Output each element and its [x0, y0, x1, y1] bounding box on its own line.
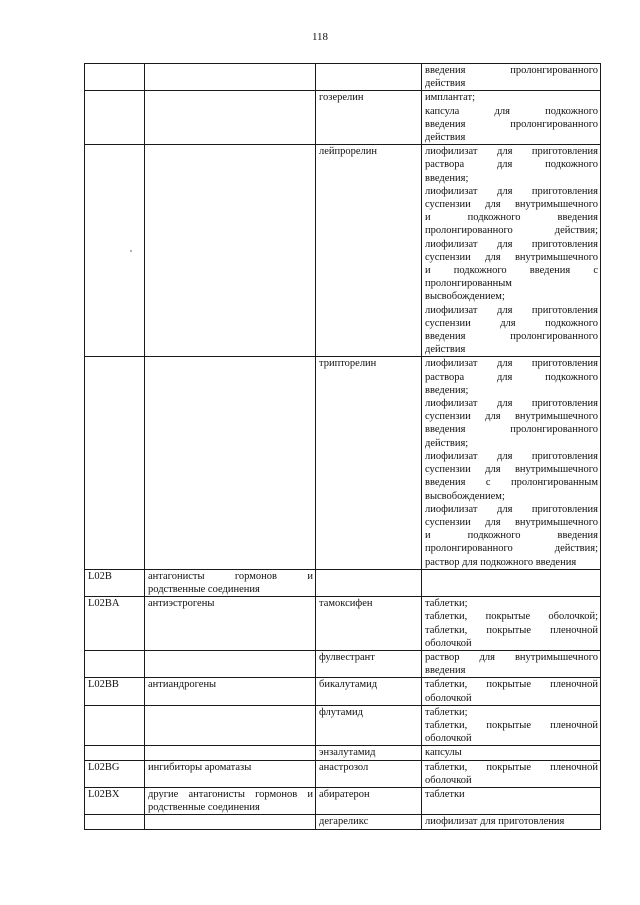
dosage-form-cell [422, 787, 601, 814]
dosage-form-cell [422, 91, 601, 145]
dosage-form-line: введения; [425, 384, 469, 396]
dosage-form-line: раствор для подкожного введения [425, 556, 577, 568]
drug-name-cell [316, 64, 422, 91]
table-row [85, 145, 601, 357]
dosage-form-line: действия [425, 78, 466, 90]
dosage-form-line: введения пролонгированного [425, 331, 598, 343]
dosage-form-line: капсулы [425, 747, 462, 759]
drug-table [84, 63, 601, 830]
dosage-form-cell [422, 64, 601, 91]
atc-code-cell [85, 705, 145, 746]
dosage-form-cell [422, 357, 601, 569]
dosage-form-line: введения [425, 665, 466, 677]
dosage-form-cell [422, 815, 601, 829]
group-name-cell [145, 91, 316, 145]
atc-code-cell [85, 650, 145, 677]
group-line: родственные соединения [148, 583, 260, 595]
dosage-form-cell [422, 760, 601, 787]
table-row [85, 650, 601, 677]
dosage-form-line: введения пролонгированного [425, 65, 598, 76]
dosage-form-line: пролонгированного действия; [425, 543, 598, 555]
dosage-form-line: введения; [425, 172, 469, 184]
atc-code-cell: L02BB [85, 678, 145, 705]
dosage-form-line: и подкожного введения [425, 530, 598, 542]
dosage-form-line: введения пролонгированного [425, 118, 598, 130]
dosage-form-line: суспензии для внутримышечного [425, 251, 598, 263]
table-row [85, 91, 601, 145]
dosage-form-line: таблетки, покрытые пленочной [425, 624, 598, 636]
dosage-form-line: лиофилизат для приготовления [425, 503, 598, 515]
atc-code-cell: L02BG [85, 760, 145, 787]
drug-name-cell: фулвестрант [316, 650, 422, 677]
dosage-form-line: имплантат; [425, 92, 476, 104]
group-name-cell [145, 746, 316, 760]
dosage-form-line: лиофилизат для приготовления [425, 358, 598, 370]
group-name-cell [145, 569, 316, 596]
table-row [85, 760, 601, 787]
drug-name-cell: флутамид [316, 705, 422, 746]
table-row [85, 815, 601, 829]
drug-name-cell: дегареликс [316, 815, 422, 829]
dosage-form-line: суспензии для внутримышечного [425, 199, 598, 211]
dosage-form-line: суспензии для внутримышечного [425, 516, 598, 528]
dosage-form-line: таблетки, покрытые пленочной [425, 719, 598, 731]
dosage-form-line: таблетки, покрытые оболочкой; [425, 611, 598, 623]
dosage-form-line: раствор для внутримышечного [425, 651, 598, 663]
atc-code-cell [85, 815, 145, 829]
dosage-form-cell [422, 597, 601, 651]
dosage-form-line: суспензии для внутримышечного [425, 464, 598, 476]
dosage-form-line: лиофилизат для приготовления [425, 816, 565, 828]
group-line: антагонисты гормонов и [148, 570, 313, 582]
dosage-form-line: лиофилизат для приготовления [425, 185, 598, 197]
dosage-form-line: и подкожного введения с [425, 265, 598, 277]
group-line: антиандрогены [148, 679, 217, 691]
drug-name-cell: лейпрорелин [316, 145, 422, 357]
group-name-cell [145, 357, 316, 569]
atc-code-cell: L02BX [85, 787, 145, 814]
dosage-form-line: пролонгированным [425, 278, 512, 290]
dosage-form-cell [422, 746, 601, 760]
dosage-form-line: действия [425, 344, 466, 356]
drug-name-cell: тамоксифен [316, 597, 422, 651]
atc-code-cell [85, 91, 145, 145]
dosage-form-line: действия [425, 132, 466, 144]
dosage-form-line: капсула для подкожного [425, 105, 598, 117]
atc-code-cell [85, 145, 145, 357]
group-line: антиэстрогены [148, 598, 215, 610]
drug-name-cell: бикалутамид [316, 678, 422, 705]
table-row [85, 746, 601, 760]
group-name-cell [145, 705, 316, 746]
dosage-form-line: лиофилизат для приготовления [425, 146, 598, 158]
drug-name-cell: абиратерон [316, 787, 422, 814]
dosage-form-cell [422, 650, 601, 677]
group-name-cell [145, 650, 316, 677]
dosage-form-line: лиофилизат для приготовления [425, 398, 598, 410]
table-body [85, 64, 601, 830]
drug-name-cell [316, 569, 422, 596]
table-row [85, 597, 601, 651]
drug-name-cell: энзалутамид [316, 746, 422, 760]
dosage-form-line: таблетки [425, 788, 465, 800]
group-name-cell [145, 597, 316, 651]
group-name-cell [145, 64, 316, 91]
table-row [85, 64, 601, 91]
group-line: другие антагонисты гормонов и [148, 788, 313, 800]
atc-code-cell: L02BA [85, 597, 145, 651]
dosage-form-line: лиофилизат для приготовления [425, 238, 598, 250]
group-name-cell [145, 760, 316, 787]
group-name-cell [145, 145, 316, 357]
dosage-form-cell [422, 569, 601, 596]
dosage-form-line: раствора для подкожного [425, 159, 598, 171]
table-row [85, 569, 601, 596]
dosage-form-line: высвобождением; [425, 490, 505, 502]
dosage-form-cell [422, 705, 601, 746]
dosage-form-line: оболочкой [425, 774, 472, 786]
dosage-form-line: пролонгированного действия; [425, 225, 598, 237]
group-name-cell [145, 787, 316, 814]
dosage-form-line: действия; [425, 437, 469, 449]
group-name-cell [145, 815, 316, 829]
dosage-form-line: таблетки, покрытые пленочной [425, 679, 598, 691]
dosage-form-cell [422, 678, 601, 705]
dosage-form-line: лиофилизат для приготовления [425, 450, 598, 462]
page-number: 118 [311, 31, 329, 43]
atc-code-cell [85, 64, 145, 91]
table-row [85, 787, 601, 814]
group-name-cell [145, 678, 316, 705]
drug-name-cell: гозерелин [316, 91, 422, 145]
dosage-form-line: таблетки, покрытые пленочной [425, 761, 598, 773]
dosage-form-line: высвобождением; [425, 291, 505, 303]
scan-speck [130, 250, 132, 252]
dosage-form-line: и подкожного введения [425, 212, 598, 224]
dosage-form-line: суспензии для подкожного [425, 317, 598, 329]
drug-name-cell: анастрозол [316, 760, 422, 787]
atc-code-cell [85, 746, 145, 760]
group-line: ингибиторы ароматазы [148, 761, 252, 773]
drug-name-cell: трипторелин [316, 357, 422, 569]
atc-code-cell [85, 357, 145, 569]
table-row [85, 357, 601, 569]
dosage-form-line: таблетки; [425, 706, 468, 718]
dosage-form-line: введения с пролонгированным [425, 477, 598, 489]
table-row [85, 705, 601, 746]
table-row [85, 678, 601, 705]
atc-code-cell: L02B [85, 569, 145, 596]
dosage-form-line: оболочкой [425, 733, 472, 745]
dosage-form-line: оболочкой [425, 692, 472, 704]
dosage-form-line: введения пролонгированного [425, 424, 598, 436]
group-line: родственные соединения [148, 802, 260, 814]
dosage-form-line: раствора для подкожного [425, 371, 598, 383]
dosage-form-line: оболочкой [425, 637, 472, 649]
dosage-form-line: суспензии для внутримышечного [425, 411, 598, 423]
dosage-form-line: таблетки; [425, 598, 468, 610]
dosage-form-line: лиофилизат для приготовления [425, 304, 598, 316]
dosage-form-cell [422, 145, 601, 357]
